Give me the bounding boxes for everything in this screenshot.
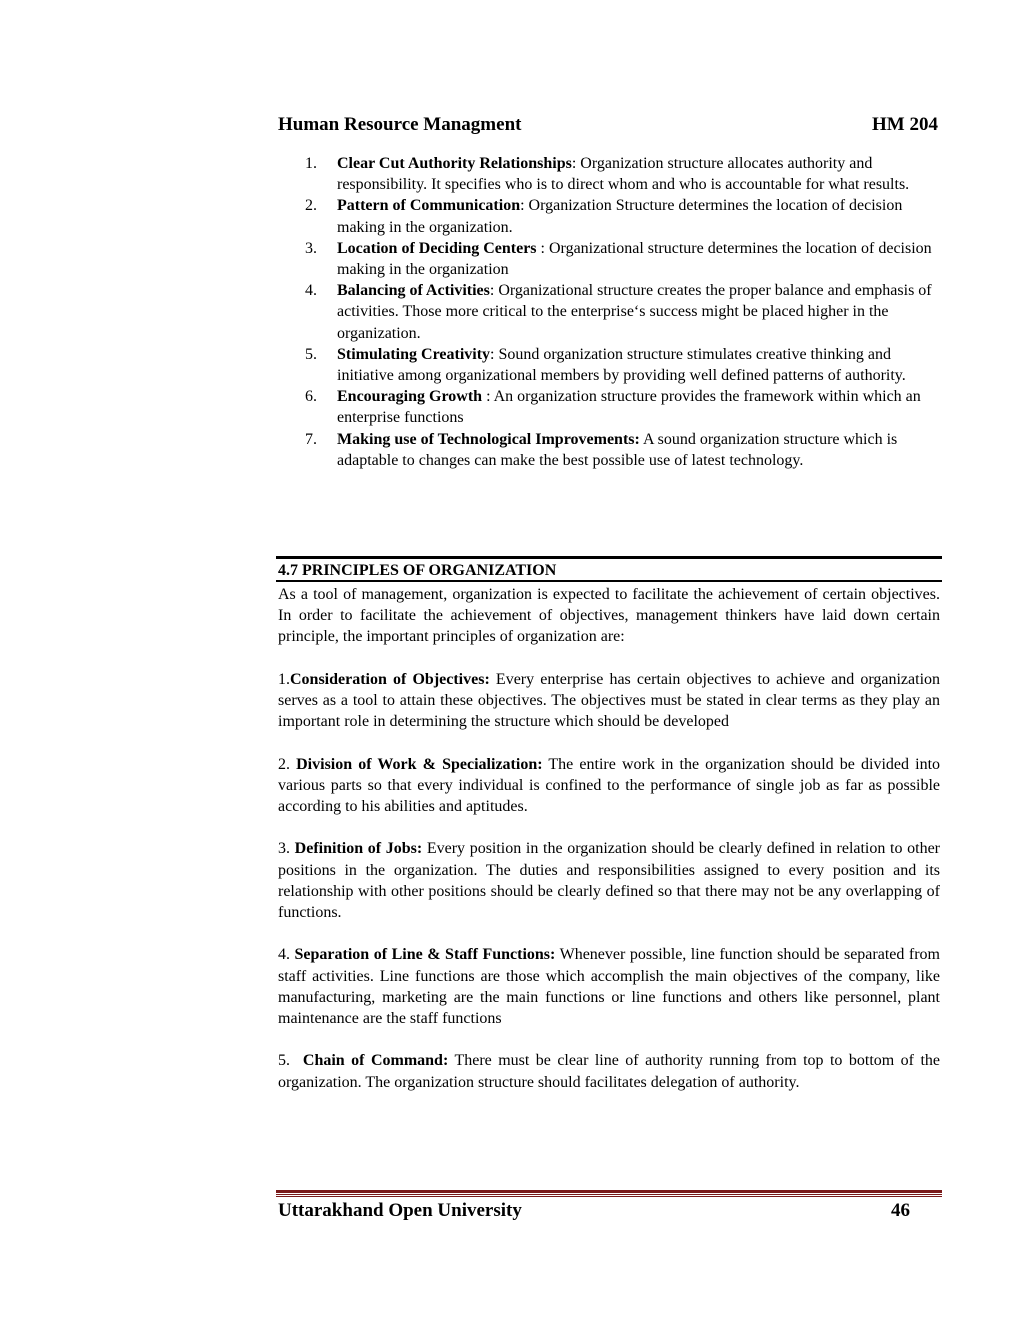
principle-paragraph xyxy=(278,1050,940,1092)
list-item xyxy=(305,195,945,237)
item-text: : Organization structure allocates authority and responsibility. It specifies who is to direct whom and who is accountable for what results. xyxy=(337,155,910,194)
principle-text: Whenever possible, line function should be separated from staff activities. Line functions are those which accomplish the main objectives of the company, like manufacturing, marketing are the main functions or line functions and others like personnel, plant maintenance are the staff functions xyxy=(278,946,941,1027)
principle-term: Definition of Jobs: xyxy=(294,840,423,858)
principle-number: 5. xyxy=(278,1052,303,1070)
item-text: : Organizational structure determines the location of decision making in the organization xyxy=(337,239,932,279)
item-text: : Organization Structure determines the location of decision making in the organization. xyxy=(337,197,903,236)
principle-text: Every enterprise has certain objectives to achieve and organization serves as a tool to attain these objectives. The objectives must be stated in clear terms as they play an important role in determining the structure which should be developed xyxy=(278,670,941,731)
principle-term: Consideration of Objectives: xyxy=(290,670,490,688)
item-number: 4. xyxy=(305,282,317,300)
item-term: Making use of Technological Improvements: xyxy=(337,430,640,448)
item-number: 2. xyxy=(305,197,317,215)
item-number: 3. xyxy=(305,239,317,257)
list-item xyxy=(305,238,945,280)
principle-number: 4. xyxy=(278,946,295,964)
page-header xyxy=(278,114,938,140)
item-term: Encouraging Growth xyxy=(337,388,483,406)
course-code: HM 204 xyxy=(872,114,938,135)
principle-term: Chain of Command: xyxy=(302,1052,449,1070)
list-item xyxy=(305,280,945,344)
page-footer xyxy=(278,1200,910,1226)
list-item xyxy=(305,429,945,471)
item-term: Pattern of Communication xyxy=(337,197,521,215)
list-item xyxy=(305,153,945,195)
footer-rule xyxy=(276,1190,942,1198)
item-term: Clear Cut Authority Relationships xyxy=(337,155,572,172)
page-number: 46 xyxy=(891,1200,910,1221)
principle-term: Division of Work & Specialization: xyxy=(296,755,543,773)
item-term: Location of Deciding Centers xyxy=(337,239,537,257)
principle-paragraph xyxy=(278,838,940,923)
footer-rule-thin xyxy=(276,1196,942,1197)
principle-text: The entire work in the organization should be divided into various parts so that every individual is confined to the performance of single job as far as possible according to his abilities and aptitudes. xyxy=(278,755,941,815)
item-number: 1. xyxy=(305,155,317,172)
university-name: Uttarakhand Open University xyxy=(278,1200,522,1221)
principle-number: 2. xyxy=(278,755,297,773)
item-number: 7. xyxy=(305,430,317,448)
item-text: : Sound organization structure stimulates creative thinking and initiative among organizational members by providing well defined patterns of authority. xyxy=(337,345,906,385)
section-heading-box xyxy=(276,556,942,582)
principle-paragraph xyxy=(278,944,940,1029)
structure-importance-list xyxy=(305,153,945,471)
principle-text: Every position in the organization should be clearly defined in relation to other positions in the organization. The duties and responsibilities assigned to every position and its relationship with other positions should be clearly defined so that there may not be any overlapping of functions. xyxy=(278,840,940,921)
section-heading: 4.7 PRINCIPLES OF ORGANIZATION xyxy=(278,562,557,579)
item-number: 5. xyxy=(305,345,317,363)
item-text: : Organizational structure creates the proper balance and emphasis of activities. Those more critical to the enterprise‘s success might be placed higher in the organization. xyxy=(337,282,932,342)
item-term: Stimulating Creativity xyxy=(337,345,491,363)
item-term: Balancing of Activities xyxy=(337,282,490,300)
principle-paragraph xyxy=(278,754,940,818)
item-text: A sound organization structure which is adaptable to changes can make the best possible use of latest technology. xyxy=(337,430,898,469)
section-intro: As a tool of management, organization is expected to facilitate the achievement of certain objectives. In order to facilitate the achievement of objectives, management thinkers have laid down certain principle, the important principles of organization are: xyxy=(278,586,940,646)
list-item xyxy=(305,386,945,428)
item-number: 6. xyxy=(305,388,317,406)
item-text: : An organization structure provides the framework within which an enterprise functions xyxy=(337,388,921,427)
list-item xyxy=(305,344,945,386)
principle-term: Separation of Line & Staff Functions: xyxy=(294,946,556,964)
footer-rule-thick xyxy=(276,1190,942,1193)
course-title: Human Resource Managment xyxy=(278,114,522,135)
principle-number: 3. xyxy=(278,840,295,858)
principle-paragraph xyxy=(278,669,940,733)
principle-text: There must be clear line of authority running from top to bottom of the organization. The organization structure should facilitates delegation of authority. xyxy=(278,1052,940,1091)
footer-rule-thin xyxy=(276,1194,942,1195)
principle-number: 1. xyxy=(278,670,290,688)
section-body xyxy=(278,584,940,1114)
